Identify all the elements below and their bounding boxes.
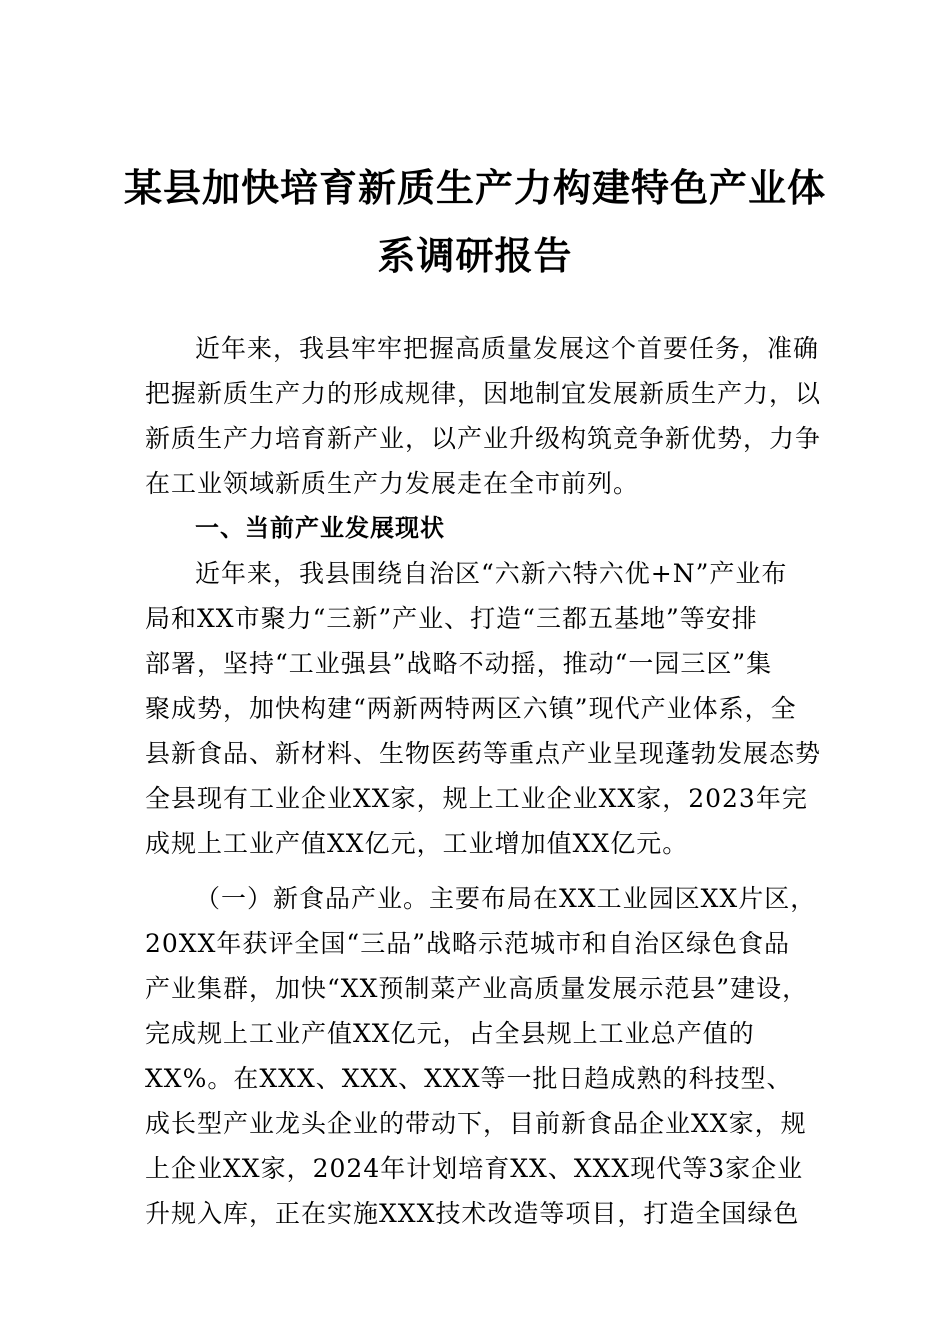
section-1-line: 县新食品、新材料、生物医药等重点产业呈现蓬勃发展态势 — [145, 739, 822, 768]
subsection-new-food-paragraph — [145, 876, 835, 1236]
section-1-line: 近年来，我县围绕自治区“六新六特六优+N”产业布 — [195, 559, 788, 588]
subsection-1-line: 20XX年获评全国“三品”战略示范城市和自治区绿色食品 — [145, 929, 790, 958]
subsection-1-line: 升规入库，正在实施XXX技术改造等项目，打造全国绿色 — [145, 1199, 800, 1228]
intro-paragraph — [145, 326, 835, 506]
section-1-line: 聚成势，加快构建“两新两特两区六镇”现代产业体系，全 — [145, 694, 797, 723]
intro-line: 把握新质生产力的形成规律，因地制宜发展新质生产力，以 — [145, 379, 822, 408]
section-1-line: 全县现有工业企业XX家，规上工业企业XX家，2023年完 — [145, 784, 808, 813]
subsection-1-line: 产业集群，加快“XX预制菜产业高质量发展示范县”建设， — [145, 974, 809, 1003]
subsection-1-line: 上企业XX家，2024年计划培育XX、XXX现代等3家企业 — [145, 1154, 804, 1183]
section-1-line: 部署，坚持“工业强县”战略不动摇，推动“一园三区”集 — [145, 649, 773, 678]
intro-line: 在工业领域新质生产力发展走在全市前列。 — [145, 469, 640, 498]
document-title-line-2: 系调研报告 — [377, 233, 573, 278]
subsection-1-line: 成长型产业龙头企业的带动下，目前新食品企业XX家，规 — [145, 1109, 807, 1138]
subsection-1-line: XX%。在XXX、XXX、XXX等一批日趋成熟的科技型、 — [145, 1064, 793, 1093]
intro-line: 近年来，我县牢牢把握高质量发展这个首要任务，准确 — [195, 334, 820, 363]
subsection-1-line: 完成规上工业产值XX亿元，占全县规上工业总产值的 — [145, 1019, 755, 1048]
section-1-paragraph — [145, 551, 835, 866]
paragraph-gap — [145, 866, 835, 876]
section-heading-current-status: 一、当前产业发展现状 — [195, 514, 445, 542]
section-1-line: 成规上工业产值XX亿元，工业增加值XX亿元。 — [145, 829, 689, 858]
document-body — [145, 326, 835, 1236]
intro-line: 新质生产力培育新产业，以产业升级构筑竞争新优势，力争 — [145, 424, 822, 453]
document-title-line-1: 某县加快培育新质生产力构建特色产业体 — [123, 165, 826, 210]
section-1-line: 局和XX市聚力“三新”产业、打造“三都五基地”等安排 — [145, 604, 758, 633]
subsection-1-line: （一）新食品产业。主要布局在XX工业园区XX片区， — [195, 884, 817, 913]
